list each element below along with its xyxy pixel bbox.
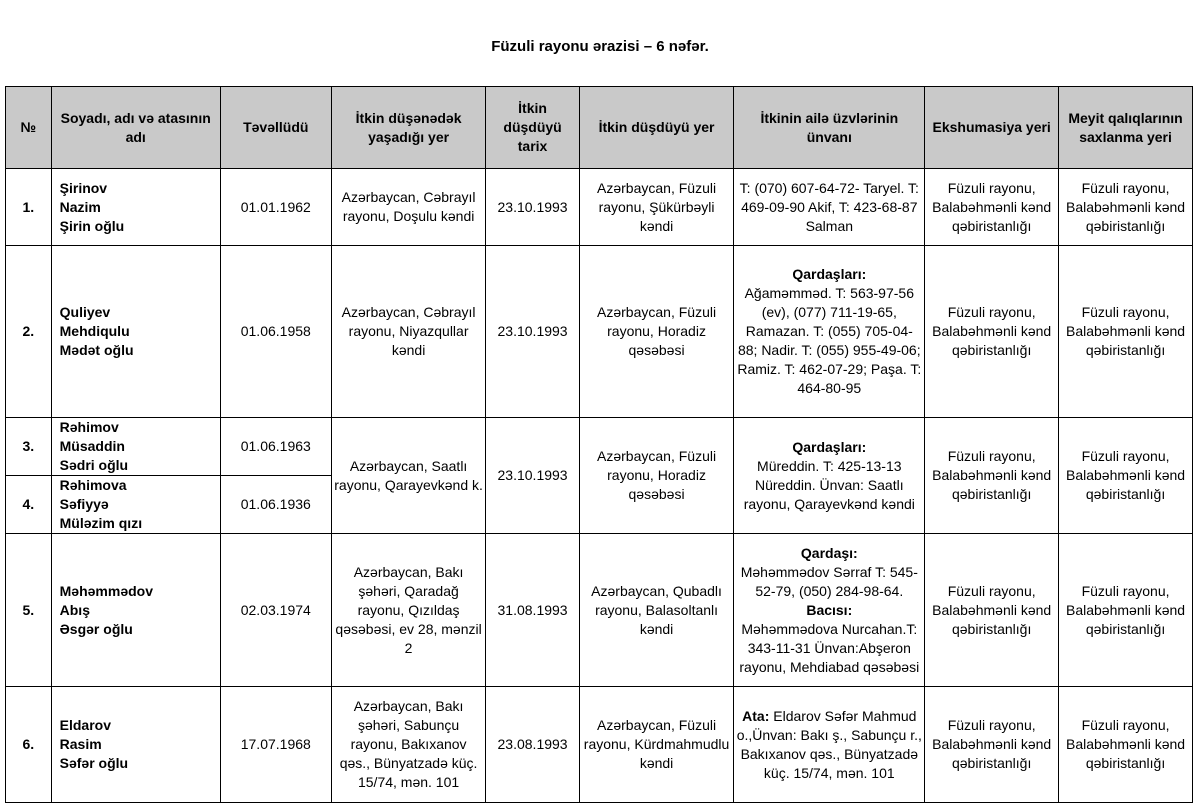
missing-date: 23.10.1993 bbox=[486, 169, 579, 246]
address-text: Ağaməmməd. T: 563-97-56 (ev), (077) 711-19-65, Ramazan. T: (055) 705-04-88; Nadir. T: (055) 955-49-06; Ramiz. T: 462-07-29; Paşa. T: 464-80-95 bbox=[737, 285, 922, 396]
header-lived: İtkin düşənədək yaşadığı yer bbox=[331, 87, 486, 169]
person-name bbox=[51, 476, 220, 534]
first-name: Müsaddin bbox=[59, 438, 125, 454]
surname: Eldarov bbox=[59, 717, 111, 733]
birth-date: 01.06.1963 bbox=[220, 418, 331, 476]
remains-place: Füzuli rayonu, Balabəhmənli kənd qəbiristanlığı bbox=[1059, 246, 1193, 418]
first-name: Mehdiqulu bbox=[59, 323, 130, 339]
exhumation-place: Füzuli rayonu, Balabəhmənli kənd qəbiristanlığı bbox=[925, 418, 1059, 534]
missing-place: Azərbaycan, Füzuli rayonu, Kürdmahmudlu kəndi bbox=[579, 687, 734, 803]
row-number: 2. bbox=[6, 246, 52, 418]
table-row bbox=[6, 246, 1193, 418]
header-no: № bbox=[6, 87, 52, 169]
row-number: 5. bbox=[6, 534, 52, 687]
first-name: Abış bbox=[59, 601, 90, 618]
address-label: Qardaşları: bbox=[792, 438, 867, 455]
missing-place: Azərbaycan, Qubadlı rayonu, Balasoltanlı kəndi bbox=[579, 534, 734, 687]
first-name: Rasim bbox=[59, 736, 102, 752]
person-name bbox=[51, 246, 220, 418]
patronymic: Səfər oğlu bbox=[59, 755, 129, 771]
patronymic: Sədri oğlu bbox=[59, 457, 129, 473]
header-remains: Meyit qalıqlarının saxlanma yeri bbox=[1059, 87, 1193, 169]
residence: Azərbaycan, Bakı şəhəri, Sabunçu rayonu, Bakıxanov qəs., Bünyatzadə küç. 15/74, mən. 101 bbox=[331, 687, 486, 803]
missing-place: Azərbaycan, Füzuli rayonu, Horadiz qəsəbəsi bbox=[579, 246, 734, 418]
family-address bbox=[734, 246, 925, 418]
person-name bbox=[51, 687, 220, 803]
address-label: Ata: bbox=[742, 707, 770, 724]
birth-date: 01.06.1958 bbox=[220, 246, 331, 418]
patronymic: Şirin oğlu bbox=[59, 217, 125, 234]
person-name bbox=[51, 418, 220, 476]
person-name bbox=[51, 169, 220, 246]
missing-place: Azərbaycan, Füzuli rayonu, Şükürbəyli kəndi bbox=[579, 169, 734, 246]
exhumation-place: Füzuli rayonu, Balabəhmənli kənd qəbiristanlığı bbox=[925, 169, 1059, 246]
surname: Rəhimov bbox=[59, 419, 119, 435]
first-name: Nazim bbox=[59, 198, 101, 215]
patronymic: Mülәzim qızı bbox=[59, 515, 143, 531]
family-address bbox=[734, 687, 925, 803]
row-number: 6. bbox=[6, 687, 52, 803]
address-text: Məhəmmədov Sərraf T: 545-52-79, (050) 284-98-64. bbox=[740, 563, 918, 599]
header-birth: Təvəllüdü bbox=[220, 87, 331, 169]
birth-date: 01.01.1962 bbox=[220, 169, 331, 246]
surname: Məhəmmədov bbox=[59, 582, 153, 599]
exhumation-place: Füzuli rayonu, Balabəhmənli kənd qəbiristanlığı bbox=[925, 534, 1059, 687]
remains-place: Füzuli rayonu, Balabəhmənli kənd qəbiristanlığı bbox=[1059, 534, 1193, 687]
residence: Azərbaycan, Saatlı rayonu, Qarayevkənd k. bbox=[331, 418, 486, 534]
birth-date: 01.06.1936 bbox=[220, 476, 331, 534]
document-title: Füzuli rayonu ərazisi – 6 nəfər. bbox=[491, 38, 709, 55]
family-address bbox=[734, 418, 925, 534]
header-date: İtkin düşdüyü tarix bbox=[486, 87, 579, 169]
remains-place: Füzuli rayonu, Balabəhmənli kənd qəbiristanlığı bbox=[1059, 687, 1193, 803]
residence: Azərbaycan, Cəbrayıl rayonu, Doşulu kəndi bbox=[331, 169, 486, 246]
address-text: Eldarov Səfər Mahmud o.,Ünvan: Bakı ş., Sabunçu r., Bakıxanov qəs., Bünyatzadə küç. 15/74, mən. 101 bbox=[736, 707, 922, 781]
table-row bbox=[6, 687, 1193, 803]
table-row bbox=[6, 534, 1193, 687]
surname: Rəhimova bbox=[59, 477, 127, 493]
header-row bbox=[6, 87, 1193, 169]
family-address: T: (070) 607-64-72- Taryel. T: 469-09-90 Akif, T: 423-68-87 Salman bbox=[734, 169, 925, 246]
missing-date: 23.10.1993 bbox=[486, 418, 579, 534]
header-place: İtkin düşdüyü yer bbox=[579, 87, 734, 169]
person-name bbox=[51, 534, 220, 687]
table-row bbox=[6, 169, 1193, 246]
patronymic: Əsgər oğlu bbox=[59, 620, 133, 637]
address-label-2: Bacısı: bbox=[806, 601, 853, 618]
address-label: Qardaşı: bbox=[800, 544, 858, 561]
missing-persons-table bbox=[5, 86, 1193, 803]
first-name: Səfiyyə bbox=[59, 496, 109, 512]
remains-place: Füzuli rayonu, Balabəhmənli kənd qəbiristanlığı bbox=[1059, 418, 1193, 534]
row-number: 3. bbox=[6, 418, 52, 476]
row-number: 1. bbox=[6, 169, 52, 246]
remains-place: Füzuli rayonu, Balabəhmənli kənd qəbiristanlığı bbox=[1059, 169, 1193, 246]
family-address bbox=[734, 534, 925, 687]
patronymic: Mədət oğlu bbox=[59, 342, 134, 358]
address-text-2: Məhəmmədova Nurcahan.T: 343-11-31 Ünvan:Abşeron rayonu, Mehdiabad qəsəbəsi bbox=[739, 620, 920, 675]
residence: Azərbaycan, Bakı şəhəri, Qaradağ rayonu, Qızıldaş qəsəbəsi, ev 28, mənzil 2 bbox=[331, 534, 486, 687]
exhumation-place: Füzuli rayonu, Balabəhmənli kənd qəbiristanlığı bbox=[925, 687, 1059, 803]
header-exhumation: Ekshumasiya yeri bbox=[925, 87, 1059, 169]
residence: Azərbaycan, Cəbrayıl rayonu, Niyazqullar kəndi bbox=[331, 246, 486, 418]
header-name: Soyadı, adı və atasının adı bbox=[51, 87, 220, 169]
row-number: 4. bbox=[6, 476, 52, 534]
address-label: Qardaşları: bbox=[792, 266, 867, 282]
header-address: İtkinin ailə üzvlərinin ünvanı bbox=[734, 87, 925, 169]
table-row bbox=[6, 418, 1193, 476]
missing-date: 23.08.1993 bbox=[486, 687, 579, 803]
exhumation-place: Füzuli rayonu, Balabəhmənli kənd qəbiristanlığı bbox=[925, 246, 1059, 418]
birth-date: 17.07.1968 bbox=[220, 687, 331, 803]
birth-date: 02.03.1974 bbox=[220, 534, 331, 687]
address-text: Müreddin. T: 425-13-13 Nüreddin. Ünvan: Saatlı rayonu, Qarayevkənd kəndi bbox=[743, 457, 915, 512]
surname: Şirinov bbox=[59, 179, 108, 196]
missing-place: Azərbaycan, Füzuli rayonu, Horadiz qəsəbəsi bbox=[579, 418, 734, 534]
missing-date: 23.10.1993 bbox=[486, 246, 579, 418]
missing-date: 31.08.1993 bbox=[486, 534, 579, 687]
surname: Quliyev bbox=[59, 304, 111, 320]
